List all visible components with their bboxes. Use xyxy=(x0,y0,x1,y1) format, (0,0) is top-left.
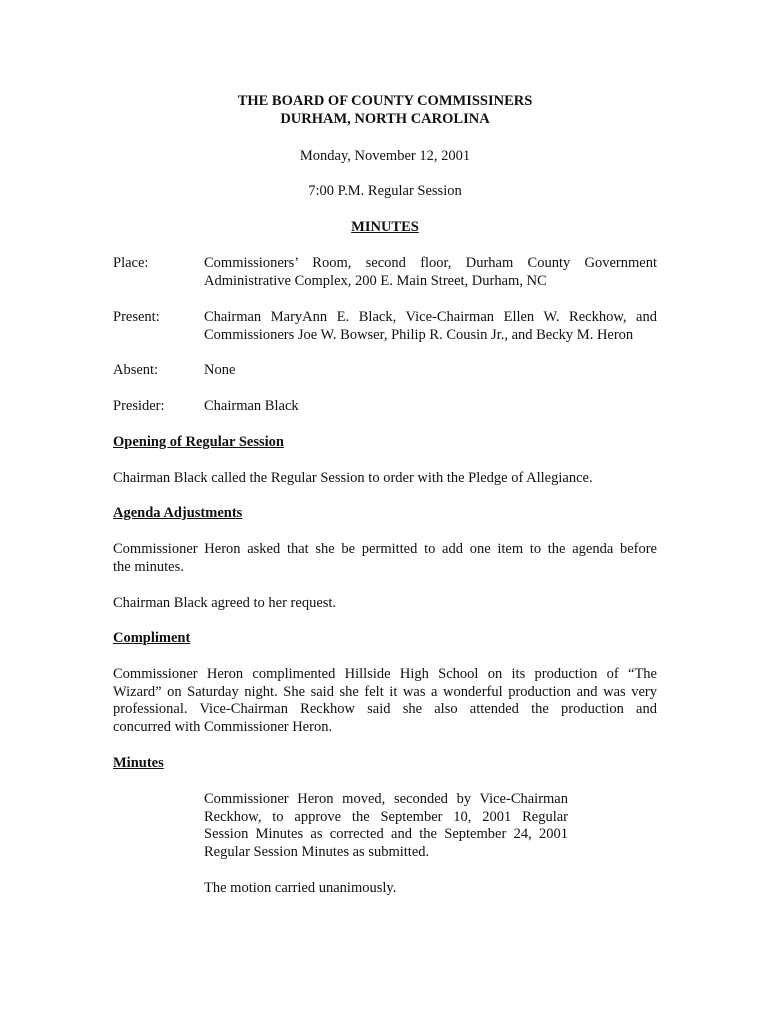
absent-text: None xyxy=(204,362,236,378)
agenda-heading: Agenda Adjustments xyxy=(113,505,243,521)
place-value xyxy=(204,255,657,290)
agenda-line-1: Commissioner Heron asked that she be permitted to add one item to the agenda before xyxy=(113,541,657,557)
compliment-line-2: Wizard” on Saturday night. She said she felt it was a wonderful production and was very xyxy=(113,683,657,700)
minutes-motion-paragraph xyxy=(204,791,568,861)
absent-value xyxy=(204,362,657,380)
compliment-line-4: concurred with Commissioner Heron. xyxy=(113,718,333,735)
minutes-line-3: Session Minutes as corrected and the September 24, 2001 xyxy=(204,826,568,842)
meeting-session: 7:00 P.M. Regular Session xyxy=(308,183,462,199)
motion-result xyxy=(204,880,568,898)
agenda-para2-line: Chairman Black agreed to her request. xyxy=(113,595,337,611)
presider-text: Chairman Black xyxy=(204,398,299,414)
present-label: Present: xyxy=(113,309,160,325)
compliment-paragraph xyxy=(113,666,657,736)
opening-line: Chairman Black called the Regular Session to order with the Pledge of Allegiance. xyxy=(113,470,593,486)
present-value xyxy=(204,309,657,344)
compliment-heading: Compliment xyxy=(113,630,191,646)
presider-label: Presider: xyxy=(113,398,165,414)
minutes-line-2: Reckhow, to approve the September 10, 2001 Regular xyxy=(204,808,568,825)
place-line-1: Commissioners’ Room, second floor, Durham County Government xyxy=(204,255,657,271)
minutes-line-1: Commissioner Heron moved, seconded by Vice-Chairman xyxy=(204,791,568,807)
meeting-date: Monday, November 12, 2001 xyxy=(299,148,471,164)
agenda-paragraph-2 xyxy=(113,595,657,613)
opening-text xyxy=(113,470,657,488)
presider-value xyxy=(204,398,657,416)
document-subtitle: DURHAM, NORTH CAROLINA xyxy=(280,111,490,127)
agenda-line-2: the minutes. xyxy=(113,558,184,575)
present-line-1: Chairman MaryAnn E. Black, Vice-Chairman Ellen W. Reckhow, and xyxy=(204,309,657,325)
present-line-2: Commissioners Joe W. Bowser, Philip R. Cousin Jr., and Becky M. Heron xyxy=(204,326,634,343)
minutes-line-4: Regular Session Minutes as submitted. xyxy=(204,843,430,860)
motion-result-line: The motion carried unanimously. xyxy=(204,880,397,896)
compliment-line-3: professional. Vice-Chairman Reckhow said she also attended the production and xyxy=(113,701,657,717)
place-label: Place: xyxy=(113,255,149,271)
agenda-paragraph-1 xyxy=(113,541,657,576)
place-line-2: Administrative Complex, 200 E. Main Street, Durham, NC xyxy=(204,272,547,289)
compliment-line-1: Commissioner Heron complimented Hillside High School on its production of “The xyxy=(113,666,657,682)
document-title: THE BOARD OF COUNTY COMMISSINERS xyxy=(237,93,533,109)
opening-heading: Opening of Regular Session xyxy=(113,434,284,450)
absent-label: Absent: xyxy=(113,362,159,378)
minutes-heading: MINUTES xyxy=(351,219,419,235)
minutes-section-heading: Minutes xyxy=(113,755,164,771)
